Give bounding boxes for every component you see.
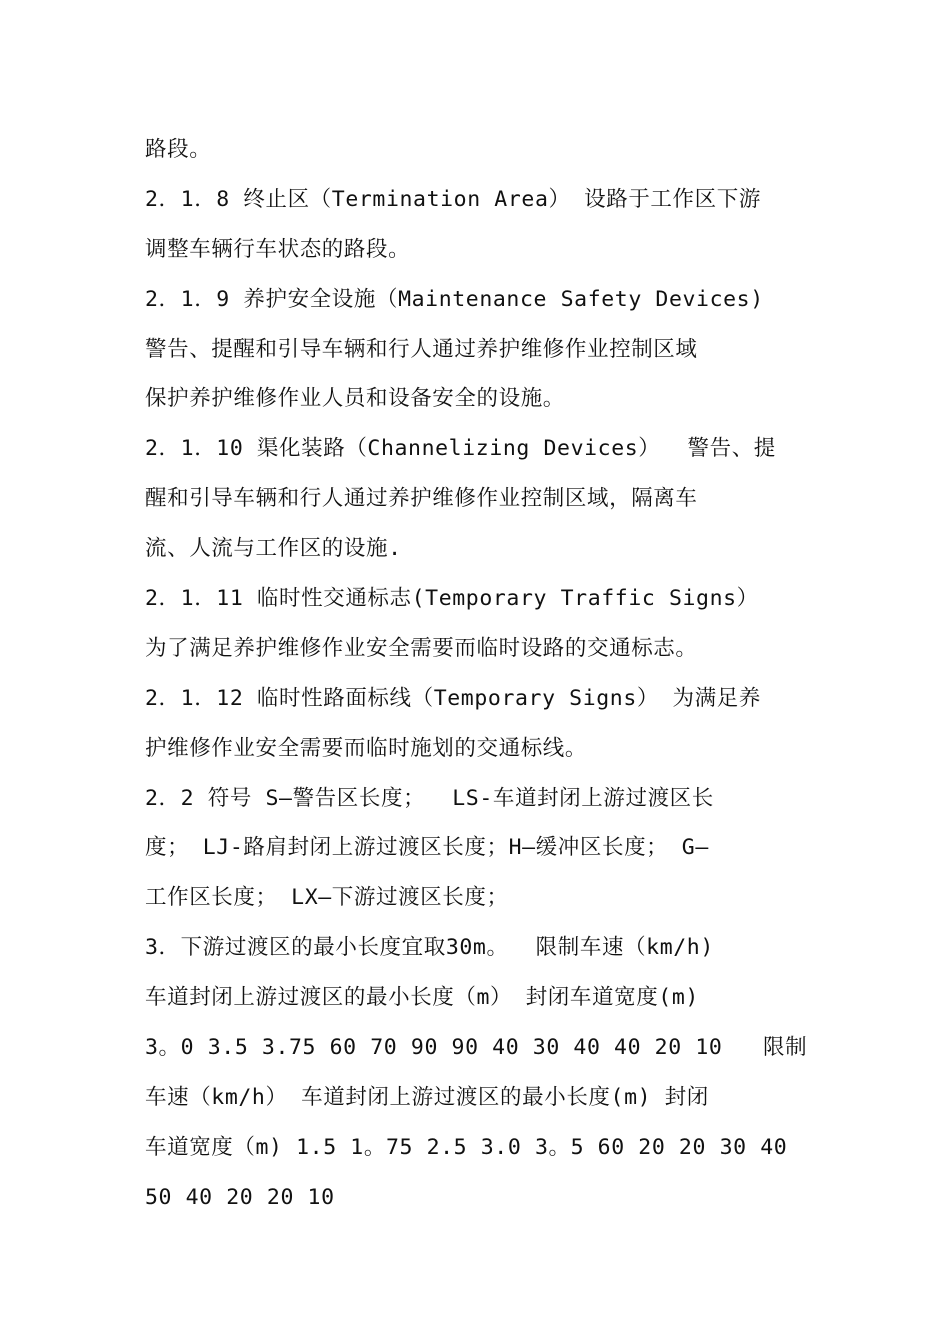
text-line: 2．1．12 临时性路面标线（Temporary Signs） 为满足养: [145, 685, 761, 711]
text-line: 路段。: [145, 137, 212, 162]
text-line: 50 40 20 20 10: [145, 1184, 335, 1210]
document-body: [145, 125, 810, 1223]
text-line: 度； LJ-路肩封闭上游过渡区长度；H—缓冲区长度； G—: [145, 835, 709, 861]
text-line: 为了满足养护维修作业安全需要而临时设路的交通标志。: [145, 635, 698, 661]
text-line: 车速（km/h） 车道封闭上游过渡区的最小长度(m) 封闭: [145, 1084, 709, 1110]
text-line: 醒和引导车辆和行人通过养护维修作业控制区域，隔离车: [145, 486, 698, 512]
text-line: 车道宽度（m) 1.5 1。75 2.5 3.0 3。5 60 20 20 30 40: [145, 1134, 788, 1160]
text-line: 护维修作业安全需要而临时施划的交通标线。: [145, 735, 588, 761]
text-line: 流、人流与工作区的设施.: [145, 536, 402, 562]
text-line: 保护养护维修作业人员和设备安全的设施。: [145, 386, 565, 412]
text-line: 2．2 符号 S—警告区长度； LS-车道封闭上游过渡区长: [145, 785, 714, 811]
text-line: 2．1．8 终止区（Termination Area） 设路于工作区下游: [145, 186, 761, 212]
text-line: 2．1．10 渠化装路（Channelizing Devices） 警告、提: [145, 436, 776, 462]
text-line: 调整车辆行车状态的路段。: [145, 236, 411, 262]
text-line: 车道封闭上游过渡区的最小长度（m） 封闭车道宽度(m): [145, 985, 699, 1011]
text-line: 2．1．11 临时性交通标志(Temporary Traffic Signs）: [145, 586, 759, 612]
text-line: 2．1．9 养护安全设施（Maintenance Safety Devices): [145, 286, 764, 312]
text-line: 3．下游过渡区的最小长度宜取30m。 限制车速（km/h): [145, 935, 714, 961]
text-line: 警告、提醒和引导车辆和行人通过养护维修作业控制区域: [145, 336, 698, 362]
text-line: 工作区长度； LX—下游过渡区长度；: [145, 885, 509, 911]
text-line: 3。0 3.5 3.75 60 70 90 90 40 30 40 40 20 10 限制: [145, 1035, 808, 1061]
